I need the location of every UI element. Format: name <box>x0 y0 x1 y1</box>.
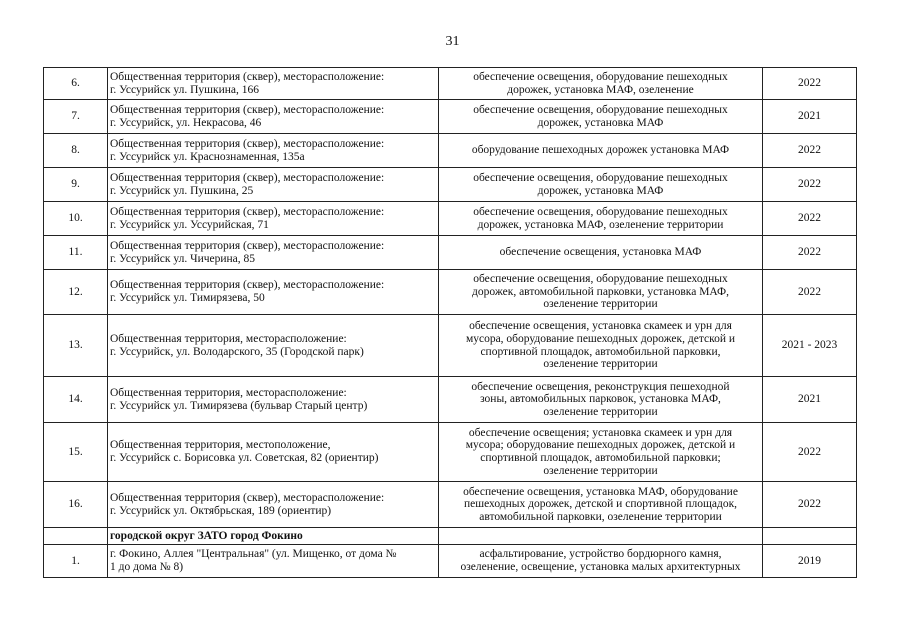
page-number: 31 <box>445 34 460 49</box>
location-cell <box>108 100 439 134</box>
year-cell: 2022 <box>763 202 857 236</box>
empty-cell <box>763 528 857 545</box>
row-number: 7. <box>44 100 108 134</box>
year-cell: 2021 - 2023 <box>763 315 857 377</box>
works-cell <box>439 134 763 168</box>
table-row <box>44 545 857 578</box>
works-cell <box>439 482 763 528</box>
cell-line: дорожек, установка МАФ, озеленение территории <box>477 218 724 231</box>
cell-line: обеспечение освещения, установка скамеек и урн для <box>469 320 732 333</box>
location-cell <box>108 134 439 168</box>
cell-line: дорожек, установка МАФ <box>537 184 664 197</box>
section-row <box>44 528 857 545</box>
row-number: 1. <box>44 545 108 578</box>
cell-line: г. Уссурийск ул. Пушкина, 166 <box>110 83 260 96</box>
section-title: городской округ ЗАТО город Фокино <box>108 528 439 545</box>
table-row <box>44 423 857 482</box>
row-number: 16. <box>44 482 108 528</box>
cell-line: г. Уссурийск ул. Октябрьская, 189 (ориентир) <box>110 504 332 517</box>
works-cell <box>439 100 763 134</box>
row-number: 10. <box>44 202 108 236</box>
cell-line: Общественная территория (сквер), месторасположение: <box>110 205 385 218</box>
cell-line: асфальтирование, устройство бордюрного камня, <box>479 548 722 561</box>
row-number: 12. <box>44 270 108 315</box>
cell-line: обеспечение освещения, установка МАФ, оборудование <box>463 485 738 498</box>
row-number: 13. <box>44 315 108 377</box>
year-cell: 2022 <box>763 68 857 100</box>
year-cell: 2022 <box>763 270 857 315</box>
cell-line: г. Уссурийск, ул. Володарского, 35 (Городской парк) <box>110 345 364 358</box>
location-cell <box>108 545 439 578</box>
cell-line: г. Уссурийск с. Борисовка ул. Советская, 82 (ориентир) <box>110 452 379 464</box>
row-number: 6. <box>44 68 108 100</box>
cell-line: г. Уссурийск ул. Чичерина, 85 <box>110 252 256 265</box>
cell-line: озеленение территории <box>543 405 658 418</box>
table-row <box>44 68 857 100</box>
year-cell: 2021 <box>763 377 857 423</box>
cell-line: спортивной площадок, автомобильной парковки, <box>480 345 721 358</box>
cell-line: г. Уссурийск ул. Уссурийская, 71 <box>110 218 269 231</box>
cell-line: озеленение территории <box>543 358 658 371</box>
location-cell <box>108 236 439 270</box>
table-row <box>44 168 857 202</box>
cell-line: дорожек, установка МАФ, озеленение <box>507 83 694 96</box>
cell-line: мусора; оборудование пешеходных дорожек, детской и <box>465 439 736 452</box>
cell-line: обеспечение освещения, оборудование пешеходных <box>473 70 728 83</box>
cell-line: спортивной площадок, автомобильной парковки; <box>480 452 721 464</box>
location-cell <box>108 202 439 236</box>
works-cell <box>439 236 763 270</box>
cell-line: обеспечение освещения; установка скамеек и урн для <box>468 426 733 439</box>
table-row <box>44 134 857 168</box>
cell-line: обеспечение освещения, установка МАФ <box>499 246 702 259</box>
cell-line: озеленение территории <box>543 298 658 311</box>
cell-line: Общественная территория (сквер), месторасположение: <box>110 137 385 150</box>
cell-line: Общественная территория, местоположение, <box>110 439 331 452</box>
location-cell <box>108 315 439 377</box>
cell-line: г. Уссурийск ул. Тимирязева (бульвар Старый центр) <box>110 399 368 412</box>
cell-line: Общественная территория (сквер), месторасположение: <box>110 491 385 504</box>
cell-line: мусора, оборудование пешеходных дорожек, детской и <box>465 332 736 345</box>
year-cell: 2022 <box>763 236 857 270</box>
cell-line: 1 до дома № 8) <box>110 561 184 573</box>
works-cell <box>439 545 763 578</box>
cell-line: Общественная территория, месторасположение: <box>110 332 347 345</box>
location-cell <box>108 423 439 482</box>
cell-line: обеспечение освещения, оборудование пешеходных <box>473 171 728 184</box>
cell-line: г. Уссурийск, ул. Некрасова, 46 <box>110 116 262 129</box>
row-number: 14. <box>44 377 108 423</box>
cell-line: Общественная территория (сквер), месторасположение: <box>110 70 385 83</box>
cell-line: озеленение территории <box>543 464 658 477</box>
cell-line: обеспечение освещения, оборудование пешеходных <box>473 103 728 116</box>
works-cell <box>439 315 763 377</box>
location-cell <box>108 482 439 528</box>
cell-line: г. Уссурийск ул. Краснознаменная, 135а <box>110 150 305 163</box>
cell-line: обеспечение освещения, реконструкция пешеходной <box>471 380 730 393</box>
table-row <box>44 482 857 528</box>
empty-cell <box>44 528 108 545</box>
year-cell: 2021 <box>763 100 857 134</box>
year-cell: 2019 <box>763 545 857 578</box>
cell-line: Общественная территория, месторасположение: <box>110 386 347 399</box>
year-cell: 2022 <box>763 134 857 168</box>
works-cell <box>439 202 763 236</box>
table-row <box>44 100 857 134</box>
year-cell: 2022 <box>763 482 857 528</box>
cell-line: оборудование пешеходных дорожек установка МАФ <box>471 144 730 157</box>
location-cell <box>108 68 439 100</box>
table-row <box>44 377 857 423</box>
cell-line: обеспечение освещения, оборудование пешеходных <box>473 273 728 286</box>
cell-line: Общественная территория (сквер), месторасположение: <box>110 279 385 292</box>
cell-line: дорожек, установка МАФ <box>537 116 664 129</box>
cell-line: дорожек, автомобильной парковки, установка МАФ, <box>472 285 729 298</box>
table-row <box>44 315 857 377</box>
improvement-table <box>43 67 857 578</box>
empty-cell <box>439 528 763 545</box>
table-row <box>44 236 857 270</box>
row-number: 15. <box>44 423 108 482</box>
works-cell <box>439 168 763 202</box>
location-cell <box>108 168 439 202</box>
cell-line: обеспечение освещения, оборудование пешеходных <box>473 205 728 218</box>
table-row <box>44 270 857 315</box>
cell-line: Общественная территория (сквер), месторасположение: <box>110 239 385 252</box>
cell-line: озеленение, освещение, установка малых архитектурных <box>460 561 741 573</box>
works-cell <box>439 377 763 423</box>
row-number: 8. <box>44 134 108 168</box>
location-cell <box>108 377 439 423</box>
cell-line: пешеходных дорожек, детской и спортивной площадок, <box>463 498 738 511</box>
row-number: 11. <box>44 236 108 270</box>
cell-line: г. Фокино, Аллея "Центральная" (ул. Мищенко, от дома № <box>110 548 397 561</box>
cell-line: Общественная территория (сквер), месторасположение: <box>110 171 385 184</box>
cell-line: автомобильной парковки, озеленение территории <box>479 510 722 523</box>
cell-line: г. Уссурийск ул. Тимирязева, 50 <box>110 292 265 304</box>
row-number: 9. <box>44 168 108 202</box>
works-cell <box>439 270 763 315</box>
cell-line: Общественная территория (сквер), месторасположение: <box>110 103 385 116</box>
location-cell <box>108 270 439 315</box>
cell-line: г. Уссурийск ул. Пушкина, 25 <box>110 184 254 197</box>
works-cell <box>439 68 763 100</box>
table-row <box>44 202 857 236</box>
year-cell: 2022 <box>763 423 857 482</box>
cell-line: зоны, автомобильных парковок, установка МАФ, <box>480 393 721 406</box>
year-cell: 2022 <box>763 168 857 202</box>
works-cell <box>439 423 763 482</box>
